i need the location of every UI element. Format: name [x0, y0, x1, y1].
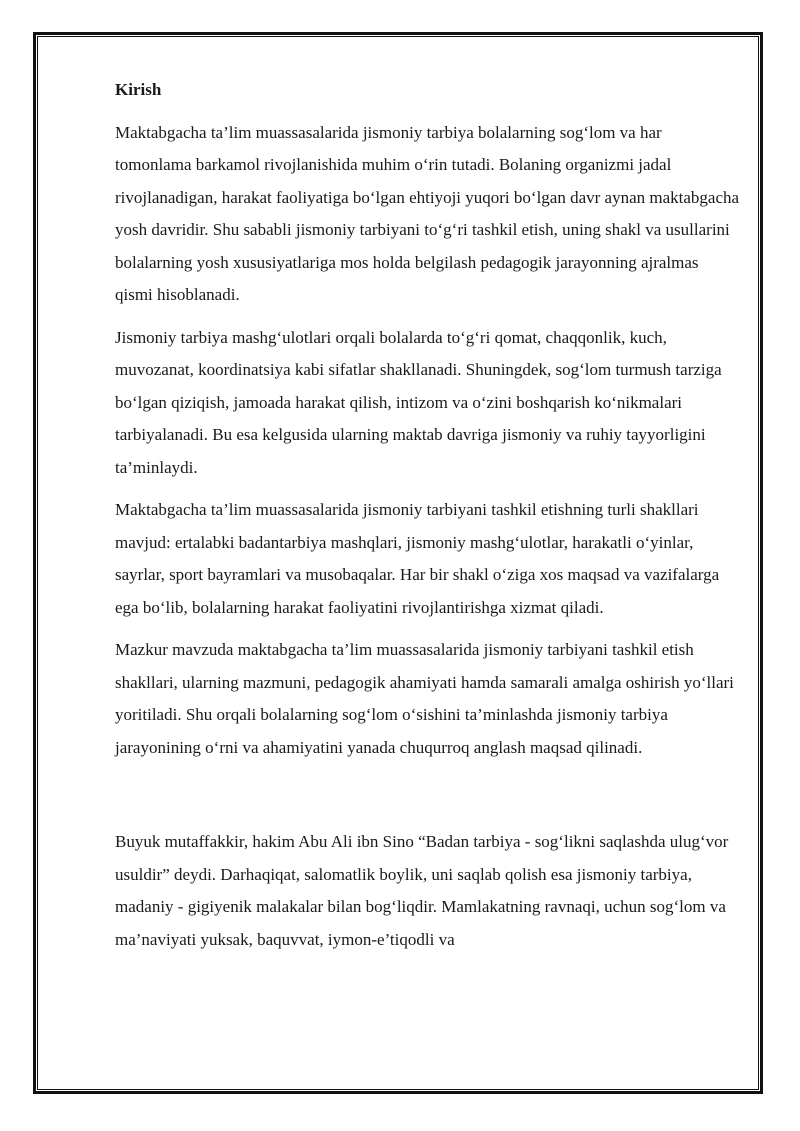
page-content — [115, 74, 740, 966]
paragraph-5: Buyuk mutaffakkir, hakim Abu Ali ibn Sino “Badan tarbiya - sog‘likni saqlashda ulug‘vor usuldir” deydi. Darhaqiqat, salomatlik boylik, uni saqlab qolish esa jismoniy tarbiya, madaniy - gigiyenik malakalar bilan bog‘liqdir. Mamlakatning ravnaqi, uchun sog‘lom va ma’naviyati yuksak, baquvvat, iymon-e’tiqodli va — [115, 832, 729, 949]
paragraph-1: Maktabgacha ta’lim muassasalarida jismoniy tarbiya bolalarning sog‘lom va har tomonlama barkamol rivojlanishida muhim o‘rin tutadi. Bolaning organizmi jadal rivojlanadigan, harakat faoliyatiga bo‘lgan ehtiyoji yuqori bo‘lgan davr aynan maktabgacha yosh davridir. Shu sababli jismoniy tarbiyani to‘g‘ri tashkil etish, uning shakl va usullarini bolalarning yosh xususiyatlariga mos holda belgilash pedagogik jarayonning ajralmas qismi hisoblanadi. — [115, 122, 740, 304]
paragraph-3: Maktabgacha ta’lim muassasalarida jismoniy tarbiyani tashkil etishning turli shakllari mavjud: ertalabki badantarbiya mashqlari, jismoniy mashg‘ulotlar, harakatli o‘yinlar, sayrlar, sport bayramlari va musobaqalar. Har bir shakl o‘ziga xos maqsad va vazifalarga ega bo‘lib, bolalarning harakat faoliyatini rivojlantirishga xizmat qiladi. — [115, 500, 720, 617]
paragraph-2: Jismoniy tarbiya mashg‘ulotlari orqali bolalarda to‘g‘ri qomat, chaqqonlik, kuch, muvozanat, koordinatsiya kabi sifatlar shakllanadi. Shuningdek, sog‘lom turmush tarziga bo‘lgan qiziqish, jamoada harakat qilish, intizom va o‘zini boshqarish ko‘nikmalari tarbiyalanadi. Bu esa kelgusida ularning maktab davriga jismoniy va ruhiy tayyorligini ta’minlaydi. — [115, 327, 722, 477]
section-heading: Kirish — [115, 80, 162, 99]
blank-space — [115, 774, 740, 826]
paragraph-4: Mazkur mavzuda maktabgacha ta’lim muassasalarida jismoniy tarbiyani tashkil etish shakllari, ularning mazmuni, pedagogik ahamiyati hamda samarali amalga oshirish yo‘llari yoritiladi. Shu orqali bolalarning sog‘lom o‘sishini ta’minlashda jismoniy tarbiya jarayonining o‘rni va ahamiyatini yanada chuqurroq anglash maqsad qilinadi. — [115, 640, 734, 757]
